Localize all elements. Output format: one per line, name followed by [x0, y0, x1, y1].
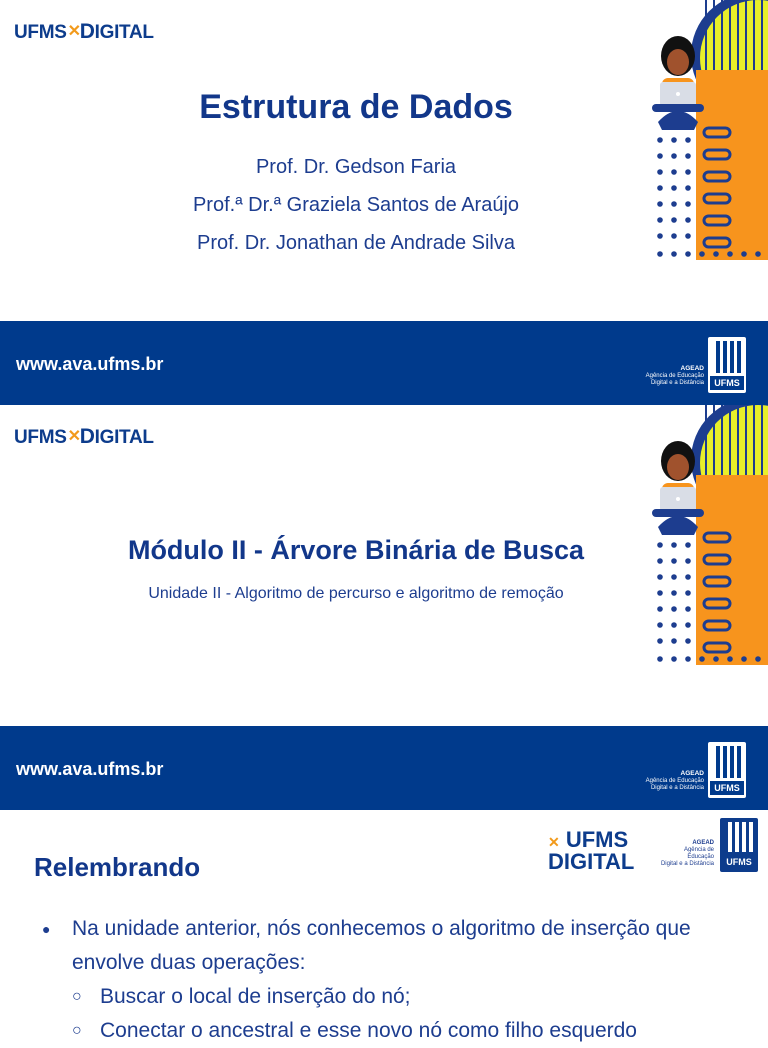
logo-star-icon: ✕	[67, 23, 81, 40]
module-title: Módulo II - Árvore Binária de Busca	[127, 535, 585, 565]
slide-module	[0, 405, 768, 810]
ufms-digital-logo: UFMS✕DIGITAL	[14, 425, 154, 448]
author-2: Prof.ª Dr.ª Graziela Santos de Araújo	[192, 194, 520, 216]
footer-url: www.ava.ufms.br	[16, 354, 164, 374]
recap-list	[40, 912, 740, 1048]
agead-label: AGEAD Agência de Educação Digital e a Distância	[645, 365, 704, 386]
slide-footer	[0, 726, 768, 810]
slide-recap	[0, 810, 768, 1042]
course-title: Estrutura de Dados	[199, 88, 513, 126]
logo-star-icon: ✕	[67, 428, 81, 445]
author-1: Prof. Dr. Gedson Faria	[255, 156, 457, 178]
ufms-building-logo: UFMS	[720, 818, 758, 872]
unit-subtitle: Unidade II - Algoritmo de percurso e algoritmo de remoção	[148, 585, 564, 602]
agead-label: AGEAD Agência de Educação Digital e a Distância	[645, 770, 704, 791]
section-title: Relembrando	[34, 852, 201, 882]
footer-url: www.ava.ufms.br	[16, 759, 164, 779]
ufms-building-logo: UFMS	[708, 337, 746, 393]
author-3: Prof. Dr. Jonathan de Andrade Silva	[197, 232, 515, 254]
slide-footer	[0, 321, 768, 405]
woman-with-laptop-illustration	[648, 0, 768, 270]
sub-list-item: ○ Conectar o ancestral e esse novo nó como filho esquerdo	[72, 1014, 740, 1048]
ufms-building-logo: UFMS	[708, 742, 746, 798]
agead-label: AGEAD Agência de Educação Digital e a Distância	[660, 840, 714, 867]
slide-title	[0, 0, 768, 405]
sub-list-item: ○ Buscar o local de inserção do nó;	[72, 980, 740, 1014]
ufms-digital-logo: ✕ UFMS DIGITAL	[548, 827, 635, 874]
list-item: ● Na unidade anterior, nós conhecemos o algoritmo de inserção que envolve duas operações: ○ Buscar o local de inserção do nó; ○ Conectar o ancestral e esse novo nó como filho esquerdo	[40, 912, 740, 1048]
ufms-digital-logo: UFMS✕DIGITAL	[14, 20, 154, 43]
